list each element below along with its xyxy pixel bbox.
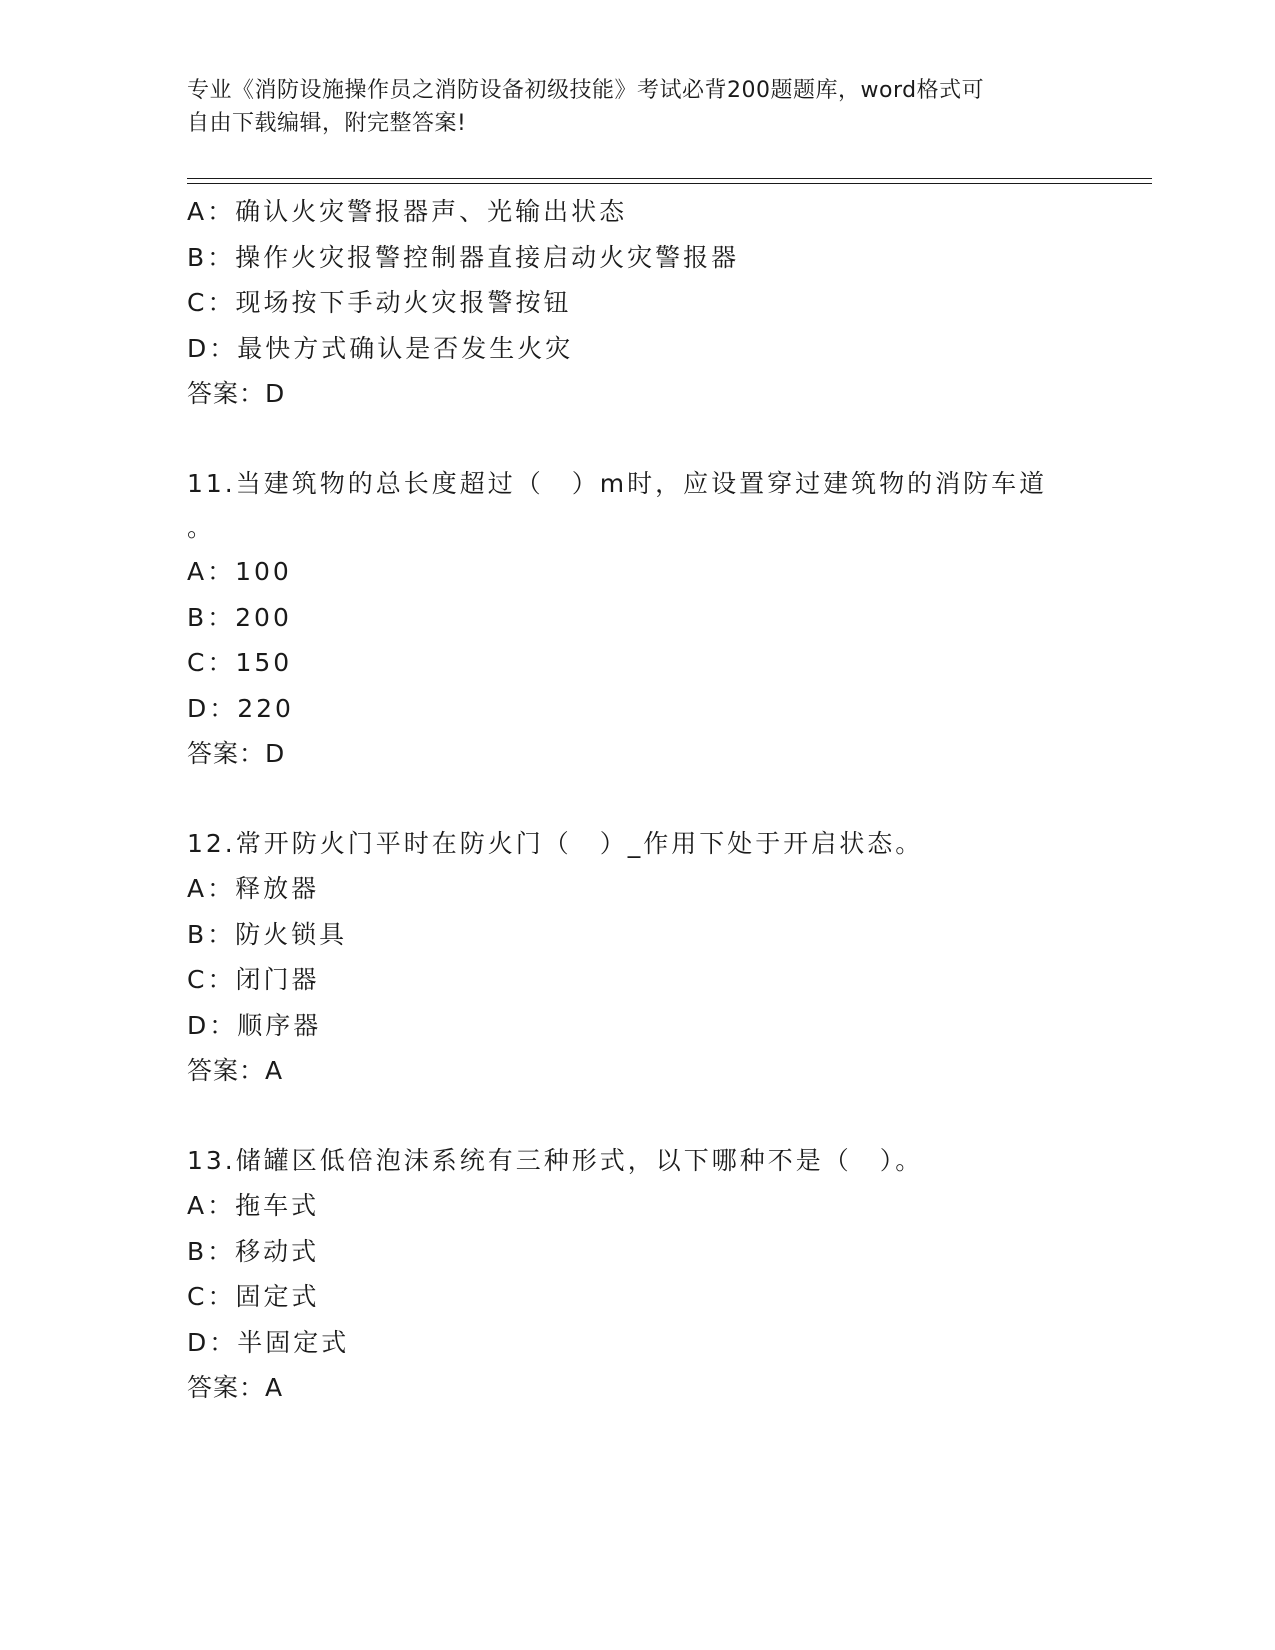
header-line-1: 专业《消防设施操作员之消防设备初级技能》考试必背200题题库，word格式可 bbox=[187, 78, 985, 103]
answer-line: 答案：D bbox=[187, 739, 286, 768]
option-b: B：操作火灾报警控制器直接启动火灾警报器 bbox=[187, 242, 740, 272]
question-12-block bbox=[187, 821, 1087, 1094]
answer-line: 答案：A bbox=[187, 1056, 284, 1085]
option-d: D：顺序器 bbox=[187, 1010, 322, 1040]
option-b: B：移动式 bbox=[187, 1236, 320, 1266]
option-d: D：220 bbox=[187, 693, 294, 723]
question-stem: 13.储罐区低倍泡沫系统有三种形式，以下哪种不是（ ）。 bbox=[187, 1145, 924, 1175]
header-divider-top bbox=[187, 178, 1152, 179]
question-stem: 12.常开防火门平时在防火门（ ）_作用下处于开启状态。 bbox=[187, 828, 924, 858]
prev-question-block bbox=[187, 189, 1087, 417]
option-a: A：100 bbox=[187, 557, 292, 586]
option-d: D：半固定式 bbox=[187, 1327, 350, 1357]
option-c: C：固定式 bbox=[187, 1282, 320, 1311]
question-content bbox=[187, 189, 1087, 1411]
question-stem-continuation: 。 bbox=[187, 513, 216, 542]
option-a: A：释放器 bbox=[187, 874, 320, 903]
option-b: B：200 bbox=[187, 602, 292, 632]
option-c: C：现场按下手动火灾报警按钮 bbox=[187, 288, 572, 317]
question-13-block bbox=[187, 1138, 1087, 1411]
option-d: D：最快方式确认是否发生火灾 bbox=[187, 333, 574, 363]
option-c: C：150 bbox=[187, 648, 293, 677]
document-header bbox=[187, 74, 1087, 140]
question-11-block bbox=[187, 461, 1087, 777]
answer-line: 答案：A bbox=[187, 1373, 284, 1402]
option-a: A：拖车式 bbox=[187, 1191, 320, 1220]
header-line-2: 自由下载编辑，附完整答案! bbox=[187, 111, 467, 136]
answer-line: 答案：D bbox=[187, 379, 286, 408]
question-stem: 11.当建筑物的总长度超过（ ）m时，应设置穿过建筑物的消防车道 bbox=[187, 468, 1048, 498]
option-c: C：闭门器 bbox=[187, 965, 320, 994]
option-a: A：确认火灾警报器声、光输出状态 bbox=[187, 197, 628, 226]
header-divider-bottom bbox=[187, 183, 1152, 184]
option-b: B：防火锁具 bbox=[187, 919, 348, 949]
